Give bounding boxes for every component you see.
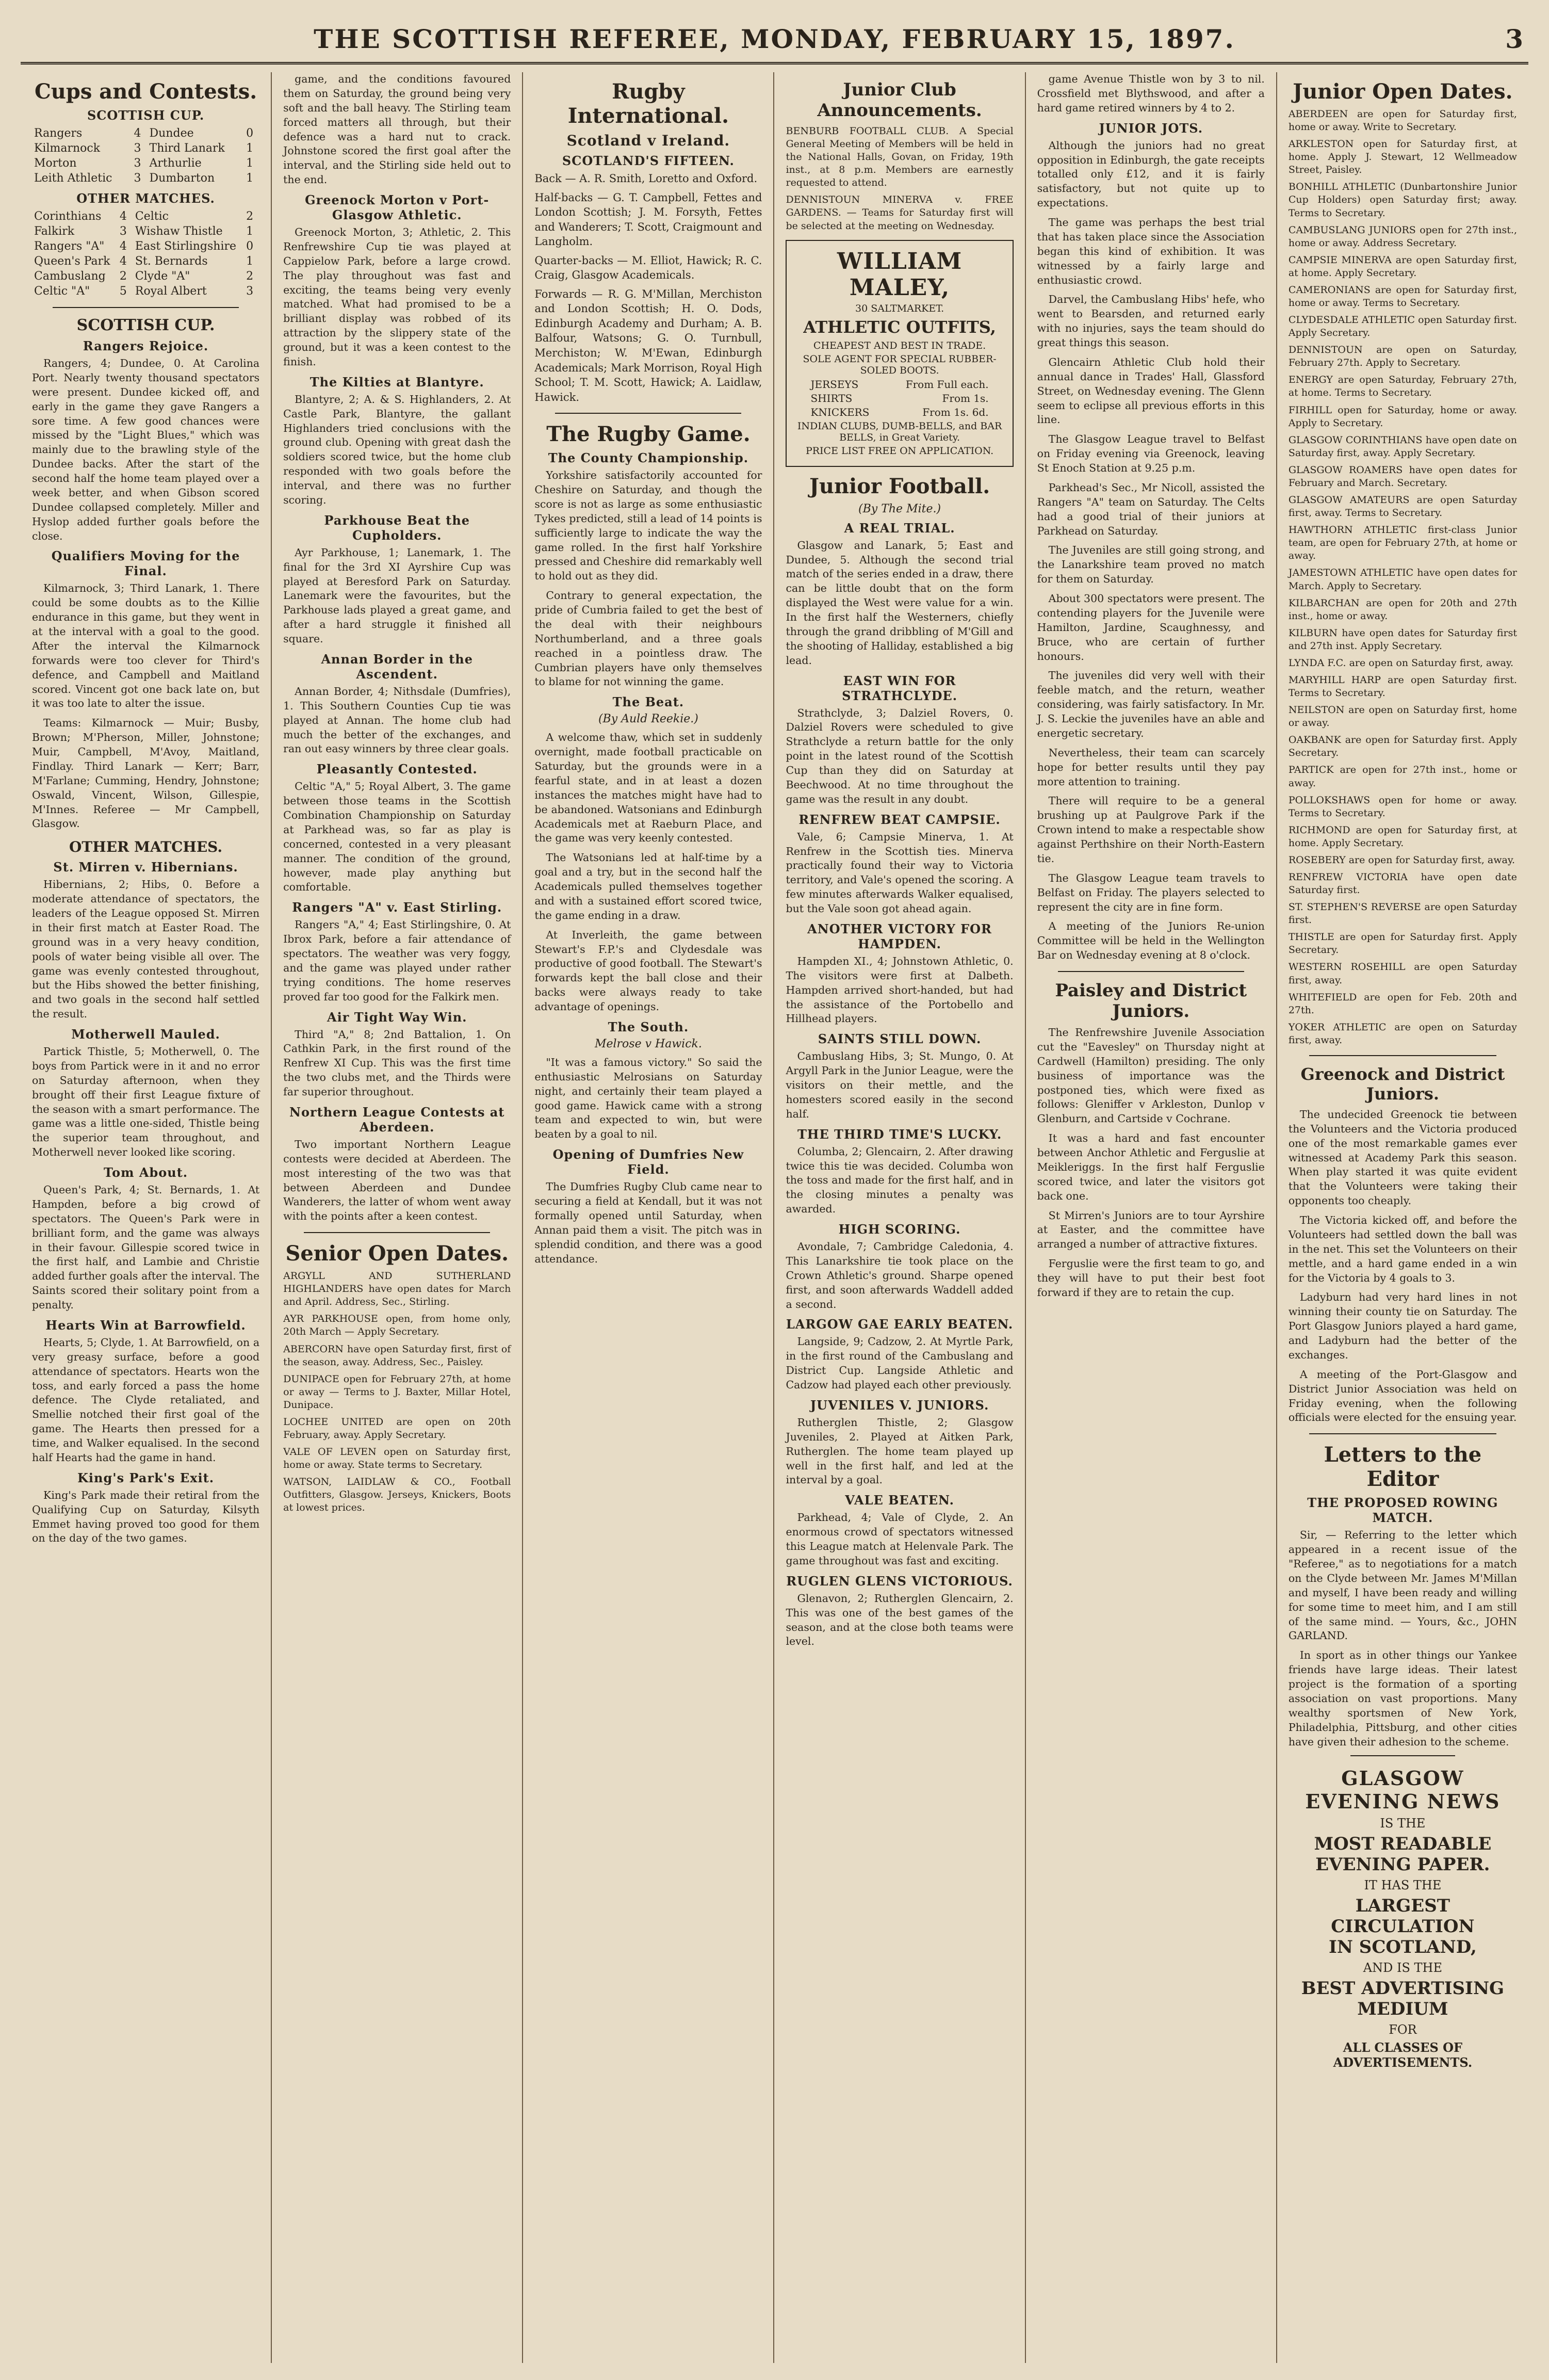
article-subheading: THE PROPOSED ROWING MATCH. bbox=[1307, 1495, 1498, 1526]
open-date-notice: JAMESTOWN ATHLETIC have open dates for March. Apply to Secretary. bbox=[1288, 567, 1517, 592]
away-score: 2 bbox=[246, 210, 254, 223]
result-row bbox=[32, 224, 259, 239]
article-subheading: Parkhouse Beat the Cupholders. bbox=[324, 512, 470, 543]
article-paragraph: Hampden XI., 4; Johnstown Athletic, 0. The visitors were first at Dalbeth. Hampden arrived short-handed, but had the assistance of the Portobello and Hillhead players. bbox=[786, 954, 1014, 1025]
article-paragraph: The juveniles did very well with their feeble match, and the return, weather considering, was fairly satisfactory. In Mr. J. S. Leckie the juveniles have an able and energetic secretary. bbox=[1037, 669, 1265, 739]
result-row bbox=[32, 239, 259, 254]
article-paragraph: The Glasgow League travel to Belfast on Friday evening via Greenock, leaving St Enoch Station at 9.25 p.m. bbox=[1037, 433, 1265, 474]
ad-line: ALL CLASSES OF ADVERTISEMENTS. bbox=[1333, 2040, 1473, 2070]
home-team: Kilmarnock bbox=[34, 142, 101, 155]
article-subheading: HIGH SCORING. bbox=[838, 1222, 961, 1237]
away-score: 1 bbox=[246, 172, 254, 185]
section-heading: Letters to the Editor bbox=[1324, 1443, 1482, 1492]
home-team: Morton bbox=[34, 157, 77, 170]
open-date-notice: YOKER ATHLETIC are open on Saturday first, away. bbox=[1288, 1021, 1517, 1046]
open-date-notice: ENERGY are open Saturday, February 27th, at home. Terms to Secretary. bbox=[1288, 374, 1517, 399]
article-paragraph: Contrary to general expectation, the pride of Cumbria failed to get the best of the deal with their neighbours Northumberland, and a three goals reached in a pointless draw. The Cumbrian players have only themselves to blame for not winning the game. bbox=[534, 589, 762, 688]
article-paragraph: Rangers, 4; Dundee, 0. At Carolina Port. Nearly twenty thousand spectators were present. Dundee kicked off, and early in the game they gave Rangers a sore time. A few good chances were missed by the "Light Blues," which was mainly due to the brawling style of the Dundee backs. After the start of the second half the home team played over a week better, and when Gibson scored Dundee collapsed completely. Miller and Hyslop added further goals before the close. bbox=[32, 357, 260, 542]
home-team: Falkirk bbox=[34, 225, 75, 238]
article-subheading: King's Park's Exit. bbox=[77, 1470, 215, 1485]
ad-line: MOST READABLE bbox=[1314, 1834, 1492, 1855]
home-score: 4 bbox=[119, 210, 127, 223]
divider bbox=[1309, 1433, 1496, 1434]
evening-news-advertisement bbox=[1289, 1767, 1517, 2070]
result-row bbox=[32, 269, 259, 284]
subheading: SCOTTISH CUP. bbox=[87, 108, 205, 123]
open-date-notice: NEILSTON are open on Saturday first, home or away. bbox=[1288, 704, 1517, 729]
results-table bbox=[32, 126, 259, 186]
article-paragraph: About 300 spectators were present. The contending players for the Juvenile were Hamilton, Jardine, Scaughnessy, and Bruce, who are certain of further honours. bbox=[1037, 592, 1265, 662]
team-list: Back — A. R. Smith, Loretto and Oxford. bbox=[534, 172, 758, 185]
article-paragraph: The Renfrewshire Juvenile Association cut the "Eavesley" on Thursday night at Cardwell (Hamilton) presiding. The only business of importance was the postponed ties, which were fixed as follows: Gleniffer v Arkleston, Dunlop v Glenburn, and Cartside v Cochrane. bbox=[1037, 1026, 1265, 1125]
article-subheading: JUVENILES V. JUNIORS. bbox=[810, 1397, 989, 1413]
away-score: 1 bbox=[246, 225, 254, 238]
section-heading: Cups and Contests. bbox=[34, 79, 257, 104]
article-paragraph: There will require to be a general brushing up at Paulgrove Park if the Crown intend to make a respectable show against Perthshire on their North-Eastern tie. bbox=[1037, 795, 1265, 865]
open-date-notice: THISTLE are open for Saturday first. Apply Secretary. bbox=[1288, 931, 1517, 956]
article-paragraph: Ayr Parkhouse, 1; Lanemark, 1. The final for the 3rd XI Ayrshire Cup was played at Beresford Park on Saturday. Lanemark were the favourites, but the Parkhouse lads played a great game, and after a hard struggle it finished all square. bbox=[283, 546, 511, 645]
result-row bbox=[32, 171, 259, 186]
article-subheading: LARGOW GAE EARLY BEATEN. bbox=[786, 1317, 1014, 1332]
article-paragraph: Partick Thistle, 5; Motherwell, 0. The boys from Partick were in it and no error on Saturday afternoon, when they brought off their first League fixture of the season with a smart performance. The game was a little one-sided, Thistle being the superior team throughout, and Motherwell never looked like scoring. bbox=[32, 1045, 260, 1159]
ad-item: KNICKERS bbox=[810, 406, 870, 418]
home-team: Rangers bbox=[34, 127, 83, 140]
article-subheading: Air Tight Way Win. bbox=[327, 1009, 467, 1025]
article-subheading: RENFREW BEAT CAMPSIE. bbox=[798, 812, 1001, 827]
article-subheading: A REAL TRIAL. bbox=[844, 520, 955, 536]
article-paragraph: Avondale, 7; Cambridge Caledonia, 4. This Lanarkshire tie took place on the Crown Athletic's ground. Sharpe opened first, and soon afterwards Waddell added a second. bbox=[786, 1240, 1014, 1310]
article-paragraph: Third "A," 8; 2nd Battalion, 1. On Cathkin Park, in the first round of the Renfrew XI Cup. This was the first time the two clubs met, and the Thirds were far superior throughout. bbox=[283, 1028, 511, 1098]
article-subheading: Motherwell Mauled. bbox=[71, 1027, 220, 1042]
column-1 bbox=[21, 72, 272, 2363]
article-paragraph: At Inverleith, the game between Stewart's F.P.'s and Clydesdale was productive of good football. The Stewart's forwards kept the ball close and their backs were always ready to take advantage of openings. bbox=[534, 928, 762, 1013]
away-score: 1 bbox=[246, 157, 254, 170]
open-date-notice: ST. STEPHEN'S REVERSE are open Saturday first. bbox=[1288, 901, 1517, 926]
article-paragraph: Strathclyde, 3; Dalziel Rovers, 0. Dalziel Rovers were scheduled to give Strathclyde a return battle for the only point in the latest round of the Scottish Cup than they did on Saturday at Beechwood. At no time throughout the game was the result in any doubt. bbox=[786, 706, 1014, 805]
article-subheading: ANOTHER VICTORY FOR HAMPDEN. bbox=[807, 921, 992, 951]
article-paragraph: Sir, — Referring to the letter which appeared in a recent issue of the "Referee," as to negotiations for a match on the Clyde between Mr. James M'Millan and myself, I have been ready and willing for some time to meet him, and I am still of the same mind. — Yours, &c., JOHN GARLAND. bbox=[1288, 1529, 1517, 1642]
article-paragraph: Parkhead's Sec., Mr Nicoll, assisted the Rangers "A" team on Saturday. The Celts had a good trial of their juniors at Parkhead on Saturday. bbox=[1037, 481, 1265, 537]
article-paragraph: Nevertheless, their team can scarcely hope for better results until they pay more attention to training. bbox=[1037, 746, 1265, 788]
away-score: 3 bbox=[246, 285, 254, 298]
article-paragraph: Cambuslang Hibs, 3; St. Mungo, 0. At Argyll Park in the Junior League, were the visitors on their mettle, and the homesters scored easily in the second half. bbox=[786, 1050, 1014, 1120]
ad-price: From 1s. 6d. bbox=[922, 406, 989, 418]
article-paragraph: Parkhead, 4; Vale of Clyde, 2. An enormous crowd of spectators witnessed this League match at Helenvale Park. The game throughout was fast and exciting. bbox=[786, 1511, 1014, 1567]
article-paragraph: Queen's Park, 4; St. Bernards, 1. At Hampden, before a big crowd of spectators. The Queen's Park were in brilliant form, and the game was always in their favour. Gillespie scored twice in the first half, and Lambie and Christie added further goals after the interval. The Saints scored their solitary point from a penalty. bbox=[32, 1184, 260, 1311]
open-date-notice: CAMBUSLANG JUNIORS open for 27th inst., home or away. Address Secretary. bbox=[1288, 224, 1517, 249]
article-paragraph: The Watsonians led at half-time by a goal and a try, but in the second half the Academicals pulled themselves together and with a sustained effort scored twice, the game ending in a draw. bbox=[534, 851, 762, 921]
open-date-notice: FIRHILL open for Saturday, home or away. Apply to Secretary. bbox=[1288, 404, 1517, 429]
article-paragraph: game Avenue Thistle won by 3 to nil. Crossfield met Blythswood, and after a hard game retired winners by 4 to 2. bbox=[1037, 73, 1265, 114]
open-date-notice: PARTICK are open for 27th inst., home or away. bbox=[1288, 764, 1517, 789]
result-row bbox=[32, 209, 259, 224]
away-team: Wishaw Thistle bbox=[135, 225, 223, 238]
article-subheading: Rangers "A" v. East Stirling. bbox=[292, 900, 502, 915]
article-paragraph: Ladyburn had very hard lines in not winning their county tie on Saturday. The Port Glasgow Juniors played a hard game, and Ladyburn had the better of the exchanges. bbox=[1288, 1291, 1517, 1361]
article-subheading: Tom About. bbox=[103, 1165, 188, 1180]
home-score: 2 bbox=[119, 270, 127, 283]
article-paragraph: Although the juniors had no great opposition in Edinburgh, the gate receipts totalled only £12, and it is fairly satisfactory, but not quite up to expectations. bbox=[1037, 139, 1265, 209]
open-dates-list bbox=[1289, 108, 1517, 1047]
divider bbox=[555, 413, 741, 414]
byline: Melrose v Hawick. bbox=[594, 1037, 702, 1050]
open-date-notice: OAKBANK are open for Saturday first. Apply Secretary. bbox=[1288, 734, 1517, 759]
article-paragraph: Yorkshire satisfactorily accounted for Cheshire on Saturday, and though the score is not as large as some enthusiastic Tykes predicted, still a lead of 14 points is sufficiently large to indicate the way the game rolled. In the first half Yorkshire pressed and Cheshire did remarkably well to hold out as they did. bbox=[534, 469, 762, 582]
article-subheading: The Kilties at Blantyre. bbox=[309, 374, 484, 390]
open-date-notice: LOCHEE UNITED are open on 20th February, away. Apply Secretary. bbox=[283, 1416, 511, 1440]
ad-price: From Full each. bbox=[905, 378, 989, 391]
article-heading: SCOTTISH CUP. bbox=[76, 316, 215, 334]
ad-line: FOR bbox=[1389, 2022, 1417, 2037]
section-heading: Rugby International. bbox=[567, 79, 729, 128]
team-list: Quarter-backs — M. Elliot, Hawick; R. C. Craig, Glasgow Academicals. bbox=[534, 254, 762, 282]
article-paragraph: Kilmarnock, 3; Third Lanark, 1. There could be some doubts as to the Killie endurance in this game, but they went in at the interval with a goal to the good. After the interval the Kilmarnock forwards were too clever for Third's defence, and Campbell and Maitland scored. Vincent got one back late on, but it was too late to alter the issue. bbox=[32, 582, 260, 710]
section-heading: Junior Football. bbox=[809, 474, 990, 498]
away-team: St. Bernards bbox=[135, 255, 208, 268]
subheading: OTHER MATCHES. bbox=[76, 191, 215, 206]
away-score: 0 bbox=[246, 127, 254, 140]
club-notice: BENBURB FOOTBALL CLUB. A Special General Meeting of Members will be held in the National Halls, Govan, on Friday, 19th inst., at 8 p.m. Members are earnestly requested to attend. bbox=[786, 125, 1014, 189]
open-date-notice: DENNISTOUN are open on Saturday, February 27th. Apply to Secretary. bbox=[1288, 344, 1517, 369]
divider bbox=[53, 307, 239, 308]
result-row bbox=[32, 126, 259, 141]
column-6 bbox=[1277, 72, 1528, 2363]
home-score: 5 bbox=[119, 285, 127, 298]
article-paragraph: "It was a famous victory." So said the enthusiastic Melrosians on Saturday night, and certainly their team played a good game. Hawick came with a strong team and expected to win, but were beaten by a goal to nil. bbox=[534, 1056, 762, 1141]
article-subheading: Pleasantly Contested. bbox=[316, 762, 478, 777]
away-team: Dundee bbox=[149, 127, 194, 140]
ad-line: AND IS THE bbox=[1363, 1961, 1443, 1976]
ad-price-row bbox=[810, 378, 988, 391]
divider bbox=[1350, 1755, 1455, 1756]
article-subheading: THE THIRD TIME'S LUCKY. bbox=[797, 1126, 1002, 1142]
away-team: East Stirlingshire bbox=[135, 240, 237, 253]
home-team: Corinthians bbox=[34, 210, 102, 223]
ad-text: PRICE LIST FREE ON APPLICATION. bbox=[805, 445, 994, 457]
club-notice: DENNISTOUN MINERVA v. FREE GARDENS. — Teams for Saturday first will be selected at the meeting on Wednesday. bbox=[786, 194, 1014, 232]
open-date-notice: ABERDEEN are open for Saturday first, home or away. Write to Secretary. bbox=[1288, 108, 1517, 133]
article-paragraph: St Mirren's Juniors are to tour Ayrshire at Easter, and the committee have arranged a number of attractive fixtures. bbox=[1037, 1209, 1265, 1251]
open-date-notice: ARKLESTON open for Saturday first, at home. Apply J. Stewart, 12 Wellmeadow Street, Paisley. bbox=[1288, 138, 1517, 176]
team-list: Half-backs — G. T. Campbell, Fettes and London Scottish; J. M. Forsyth, Fettes and Wanderers; T. Scott, Craigmount and Langholm. bbox=[534, 191, 762, 248]
ad-price: From 1s. bbox=[942, 392, 989, 404]
article-subheading: St. Mirren v. Hibernians. bbox=[53, 860, 238, 875]
article-paragraph: Teams: Kilmarnock — Muir; Busby, Brown; M'Pherson, Miller, Johnstone; Muir, Campbell, M'Avoy, Maitland, Findlay. Third Lanark — Kerr; Barr, M'Farlane; Cumming, Hendry, Johnstone; Oswald, Vincent, Wilson, Gillespie, M'Innes. Referee — Mr Campbell, Glasgow. bbox=[32, 717, 260, 830]
article-subheading: Greenock Morton v Port-Glasgow Athletic. bbox=[305, 192, 490, 222]
divider bbox=[1309, 1055, 1496, 1056]
ad-line: BEST ADVERTISING MEDIUM bbox=[1301, 1978, 1505, 2020]
article-paragraph: Vale, 6; Campsie Minerva, 1. At Renfrew in the Scottish ties. Minerva practically found their way to Victoria territory, and Vale's opened the scoring. A few minutes afterwards Walker equalised, but the Vale soon got ahead again. bbox=[786, 830, 1014, 915]
ad-text: CHEAPEST AND BEST IN TRADE. bbox=[813, 339, 986, 351]
home-score: 3 bbox=[134, 142, 141, 155]
away-team: Arthurlie bbox=[149, 157, 202, 170]
article-subheading: The County Championship. bbox=[548, 450, 749, 466]
article-paragraph: The game was perhaps the best trial that has taken place since the Association began this kind of exhibition. It was witnessed by a fairly large and enthusiastic crowd. bbox=[1037, 216, 1265, 286]
article-subheading: JUNIOR JOTS. bbox=[1099, 120, 1203, 136]
open-date-notice: LYNDA F.C. are open on Saturday first, away. bbox=[1288, 657, 1514, 669]
home-team: Queen's Park bbox=[34, 255, 110, 268]
columns bbox=[21, 72, 1528, 2363]
result-row bbox=[32, 254, 259, 269]
home-score: 3 bbox=[134, 172, 141, 185]
result-row bbox=[32, 284, 259, 299]
ad-price-list bbox=[795, 378, 1004, 418]
article-subheading: Annan Border in the Ascendent. bbox=[321, 651, 474, 682]
open-date-notice: CAMPSIE MINERVA are open Saturday first, at home. Apply Secretary. bbox=[1288, 254, 1517, 279]
home-team: Leith Athletic bbox=[34, 172, 112, 185]
ad-line: LARGEST CIRCULATION bbox=[1331, 1896, 1475, 1937]
section-heading: Paisley and District Juniors. bbox=[1055, 980, 1247, 1022]
away-team: Clyde "A" bbox=[135, 270, 190, 283]
article-subheading: The South. bbox=[608, 1019, 689, 1034]
column-5 bbox=[1026, 72, 1277, 2363]
article-paragraph: Blantyre, 2; A. & S. Highlanders, 2. At Castle Park, Blantyre, the gallant Highlanders tried conclusions with the ground club. Opening with great dash the soldiers scored twice, but the home club responded with two goals before the interval, and there was no further scoring. bbox=[283, 393, 511, 506]
open-date-notice: CAMERONIANS are open for Saturday first, home or away. Terms to Secretary. bbox=[1288, 284, 1517, 309]
ad-line: EVENING PAPER. bbox=[1315, 1854, 1490, 1875]
ad-price-row bbox=[810, 392, 988, 404]
article-paragraph: A welcome thaw, which set in suddenly overnight, made football practicable on Saturday, but the grounds were in a fearful state, and in at least a dozen instances the matches might have had to be abandoned. Watsonians and Edinburgh Academicals met at Raeburn Place, and the game was very keenly contested. bbox=[534, 731, 762, 845]
away-team: Celtic bbox=[135, 210, 169, 223]
open-date-notice: BONHILL ATHLETIC (Dunbartonshire Junior Cup Holders) open Saturday first; away. Terms to Secretary. bbox=[1288, 181, 1517, 219]
home-score: 3 bbox=[119, 225, 127, 238]
home-team: Cambuslang bbox=[34, 270, 106, 283]
open-date-notice: WATSON, LAIDLAW & CO., Football Outfitters, Glasgow. Jerseys, Knickers, Boots at lowest prices. bbox=[283, 1476, 511, 1514]
ad-headline: ATHLETIC OUTFITS, bbox=[803, 317, 996, 337]
section-heading: Junior Open Dates. bbox=[1293, 79, 1513, 104]
ad-price-row bbox=[810, 406, 988, 418]
open-date-notice: HAWTHORN ATHLETIC first-class Junior team, are open for February 27th, at home or away. bbox=[1288, 524, 1517, 562]
article-subheading: Rangers Rejoice. bbox=[83, 338, 209, 353]
home-team: Rangers "A" bbox=[34, 240, 105, 253]
article-paragraph: The Juveniles are still going strong, and the Lanarkshire team proved no match for them on Saturday. bbox=[1037, 544, 1265, 586]
open-date-notice: VALE OF LEVEN open on Saturday first, home or away. State terms to Secretary. bbox=[283, 1446, 511, 1471]
article-paragraph: The Victoria kicked off, and before the Volunteers had settled down the ball was in the net. This set the Volunteers on their mettle, and a hard game ended in a win for the Victoria by 4 goals to 3. bbox=[1288, 1214, 1517, 1284]
open-date-notice: RENFREW VICTORIA have open date Saturday first. bbox=[1288, 871, 1517, 896]
open-date-notice: GLASGOW CORINTHIANS have open date on Saturday first, away. Apply Secretary. bbox=[1288, 434, 1517, 459]
page-number: 3 bbox=[1505, 24, 1523, 54]
article-paragraph: The undecided Greenock tie between the Volunteers and the Victoria produced one of the most remarkable games ever witnessed at Academy Park this season. When play started it was quite evident that the Volunteers were taking their opponents too cheaply. bbox=[1288, 1108, 1517, 1207]
article-subheading: The Beat. bbox=[612, 694, 684, 710]
open-date-notice: KILBARCHAN are open for 20th and 27th inst., home or away. bbox=[1288, 597, 1517, 622]
article-subheading: Scotland v Ireland. bbox=[566, 132, 730, 149]
byline: (By The Mite.) bbox=[858, 502, 941, 515]
home-score: 4 bbox=[134, 127, 141, 140]
article-paragraph: Celtic "A," 5; Royal Albert, 3. The game between those teams in the Scottish Combination Championship on Saturday at Parkhead was, so far as play is concerned, contested in a very pleasant manner. The condition of the ground, however, made play anything but comfortable. bbox=[283, 780, 511, 894]
home-team: Celtic "A" bbox=[34, 285, 90, 298]
article-paragraph: Columba, 2; Glencairn, 2. After drawing twice this tie was decided. Columba won the toss and made for the first half, and in the closing minutes a penalty was awarded. bbox=[786, 1145, 1014, 1216]
section-heading: Senior Open Dates. bbox=[285, 1241, 509, 1266]
ad-item: SHIRTS bbox=[810, 392, 853, 404]
ad-name: WILLIAM MALEY, bbox=[837, 248, 963, 301]
article-paragraph: Ferguslie were the first team to go, and they will have to put their best foot forward if they are to retain the cup. bbox=[1037, 1257, 1265, 1299]
section-heading: Junior Club Announcements. bbox=[817, 79, 982, 121]
ad-line: GLASGOW EVENING NEWS bbox=[1305, 1767, 1501, 1814]
article-paragraph: A meeting of the Port-Glasgow and District Junior Association was held on Friday evening, when the following officials were elected for the ensuing year. bbox=[1288, 1368, 1517, 1424]
article-paragraph: The Glasgow League team travels to Belfast on Friday. The players selected to represent the city are in fine form. bbox=[1037, 871, 1265, 913]
article-subheading: SCOTLAND'S FIFTEEN. bbox=[562, 153, 735, 168]
section-heading: The Rugby Game. bbox=[546, 422, 751, 447]
article-subheading: Opening of Dumfries New Field. bbox=[552, 1147, 744, 1177]
article-subheading: Qualifiers Moving for the Final. bbox=[51, 548, 240, 579]
article-paragraph: Rangers "A," 4; East Stirlingshire, 0. At Ibrox Park, before a fair attendance of spectators. The weather was very foggy, and the game was played under rather trying conditions. The home reserves proved far too good for the Falkirk men. bbox=[283, 918, 511, 1003]
article-paragraph: Glasgow and Lanark, 5; East and Dundee, 5. Although the second trial match of the series ended in a draw, there can be little doubt that on the form displayed the West were value for a win. In the first half the Westerners, chiefly through the grand dribbling of M'Gill and the shooting of Halliday, established a big lead. bbox=[786, 539, 1014, 667]
away-team: Dumbarton bbox=[149, 172, 215, 185]
open-date-notice: GLASGOW ROAMERS have open dates for February and March. Secretary. bbox=[1288, 464, 1517, 489]
open-date-notice: CLYDESDALE ATHLETIC open Saturday first. Apply Secretary. bbox=[1288, 314, 1517, 339]
article-paragraph: King's Park made their retiral from the Qualifying Cup on Saturday, Kilsyth Emmet having proved too good for them on the day of the two games. bbox=[32, 1488, 260, 1545]
open-date-notice: ARGYLL AND SUTHERLAND HIGHLANDERS have open dates for March and April. Address, Sec., Stirling. bbox=[283, 1270, 511, 1308]
column-4 bbox=[774, 72, 1025, 2363]
column-3 bbox=[523, 72, 774, 2363]
away-team: Royal Albert bbox=[135, 285, 207, 298]
article-paragraph: Hearts, 5; Clyde, 1. At Barrowfield, on a very greasy surface, before a good attendance of spectators. Hearts won the toss, and early forced a pass the home defence. The Clyde retaliated, and Smellie notched their first goal of the game. The Hearts then pressed for a time, and Walker equalised. In the second half Hearts had the game in hand. bbox=[32, 1336, 260, 1464]
open-date-notice: RICHMOND are open for Saturday first, at home. Apply Secretary. bbox=[1288, 824, 1517, 849]
ad-line: IT HAS THE bbox=[1364, 1878, 1442, 1893]
home-score: 3 bbox=[134, 157, 141, 170]
away-score: 1 bbox=[246, 142, 254, 155]
article-subheading: Northern League Contests at Aberdeen. bbox=[289, 1104, 505, 1135]
open-date-notice: ABERCORN have open Saturday first, first of the season, away. Address, Sec., Paisley. bbox=[283, 1343, 511, 1368]
article-paragraph: It was a hard and fast encounter between Anchor Athletic and Ferguslie at Meikleriggs. In the first half Ferguslie scored twice, and later the visitors got back one. bbox=[1037, 1132, 1265, 1202]
results-table bbox=[32, 209, 259, 299]
open-date-notice: POLLOKSHAWS open for home or away. Terms to Secretary. bbox=[1288, 794, 1517, 819]
away-score: 1 bbox=[246, 255, 254, 268]
masthead bbox=[21, 21, 1528, 64]
open-dates-list bbox=[283, 1270, 511, 1514]
ad-text: INDIAN CLUBS, DUMB-BELLS, and BAR BELLS, in Great Variety. bbox=[797, 420, 1002, 443]
column-2 bbox=[272, 72, 523, 2363]
byline: (By Auld Reekie.) bbox=[598, 713, 698, 726]
article-paragraph: Langside, 9; Cadzow, 2. At Myrtle Park, in the first round of the Cambuslang and District Cup. Langside Athletic and Cadzow had played each other previously. bbox=[786, 1335, 1014, 1391]
open-date-notice: AYR PARKHOUSE open, from home only, 20th March — Apply Secretary. bbox=[283, 1313, 511, 1338]
home-score: 4 bbox=[119, 255, 127, 268]
article-paragraph: Two important Northern League contests were decided at Aberdeen. The most interesting of the two was that between Aberdeen and Dundee Wanderers, the latter of whom went away with the points after a keen contest. bbox=[283, 1138, 511, 1223]
away-score: 0 bbox=[246, 240, 254, 253]
divider bbox=[1058, 971, 1244, 972]
article-paragraph: In sport as in other things our Yankee friends have large ideas. Their latest project is the formation of a sporting association on vast proportions. Many wealthy sportsmen of New York, Philadelphia, Pittsburg, and other cities have given their adhesion to the scheme. bbox=[1288, 1649, 1517, 1748]
article-paragraph: A meeting of the Juniors Re-union Committee will be held in the Wellington Bar on Wednesday evening at 8 o'clock. bbox=[1037, 920, 1265, 962]
result-row bbox=[32, 156, 259, 171]
ad-text: SOLE AGENT FOR SPECIAL RUBBER-SOLED BOOTS. bbox=[803, 353, 997, 376]
article-paragraph: The Dumfries Rugby Club came near to securing a field at Kendall, but it was not formally opened until Saturday, when Annan paid them a visit. The pitch was in splendid condition, and there was a good attendance. bbox=[534, 1180, 762, 1265]
article-paragraph: Rutherglen Thistle, 2; Glasgow Juveniles, 2. Played at Aitken Park, Rutherglen. The home team played up well in the first half, and led at the interval by a goal. bbox=[786, 1416, 1014, 1486]
open-date-notice: DUNIPACE open for February 27th, at home or away — Terms to J. Baxter, Millar Hotel, Dunipace. bbox=[283, 1373, 511, 1411]
article-subheading: EAST WIN FOR STRATHCLYDE. bbox=[842, 673, 958, 703]
article-subheading: RUGLEN GLENS VICTORIOUS. bbox=[786, 1573, 1013, 1589]
article-paragraph: game, and the conditions favoured them on Saturday, the ground being very soft and the ball heavy. The Stirling team forced matters all through, but their defence was a hard nut to crack. Johnstone scored the first goal after the interval, and the Stirling side held out to the end. bbox=[283, 73, 511, 186]
team-list: Forwards — R. G. M'Millan, Merchiston and London Scottish; H. O. Dods, Edinburgh Academy and Durham; A. B. Balfour, Watsons; G. O. Turnbull, Merchiston; W. M'Ewan, Edinburgh Academicals; Mark Morrison, Royal High School; T. M. Scott, Hawick; A. Laidlaw, Hawick. bbox=[534, 287, 762, 403]
article-paragraph: Glencairn Athletic Club hold their annual dance in Trades' Hall, Glassford Street, on Wednesday evening. The Glenn seem to eclipse all previous efforts in this line. bbox=[1037, 355, 1265, 426]
away-team: Third Lanark bbox=[149, 142, 225, 155]
article-paragraph: Annan Border, 4; Nithsdale (Dumfries), 1. This Southern Counties Cup tie was played at Annan. The home club had much the better of the exchanges, and ran out easy winners by three clear goals. bbox=[283, 685, 511, 755]
open-date-notice: ROSEBERY are open for Saturday first, away. bbox=[1288, 854, 1515, 866]
article-subheading: Hearts Win at Barrowfield. bbox=[45, 1317, 246, 1333]
ad-line: IS THE bbox=[1380, 1816, 1426, 1831]
open-date-notice: WESTERN ROSEHILL are open Saturday first, away. bbox=[1288, 961, 1517, 986]
result-row bbox=[32, 141, 259, 156]
ad-item: JERSEYS bbox=[810, 378, 859, 391]
newspaper-title: THE SCOTTISH REFEREE, MONDAY, FEBRUARY 15, 1897. bbox=[314, 24, 1235, 54]
home-score: 4 bbox=[119, 240, 127, 253]
away-score: 2 bbox=[246, 270, 254, 283]
open-date-notice: KILBURN have open dates for Saturday first and 27th inst. Apply Secretary. bbox=[1288, 627, 1517, 652]
article-paragraph: Darvel, the Cambuslang Hibs' hefe, who went to Bearsden, and returned early with no injuries, says the team should do great things this season. bbox=[1037, 293, 1265, 349]
open-date-notice: GLASGOW AMATEURS are open Saturday first, away. Terms to Secretary. bbox=[1288, 494, 1517, 519]
article-heading: OTHER MATCHES. bbox=[69, 838, 223, 856]
maley-advertisement bbox=[786, 240, 1013, 467]
article-subheading: VALE BEATEN. bbox=[845, 1493, 954, 1508]
section-heading: Greenock and District Juniors. bbox=[1300, 1064, 1505, 1104]
open-date-notice: MARYHILL HARP are open Saturday first. Terms to Secretary. bbox=[1288, 674, 1517, 699]
ad-line: IN SCOTLAND, bbox=[1328, 1937, 1477, 1958]
article-paragraph: Glenavon, 2; Rutherglen Glencairn, 2. This was one of the best games of the season, and at the close both teams were level. bbox=[786, 1592, 1014, 1648]
article-paragraph: Greenock Morton, 3; Athletic, 2. This Renfrewshire Cup tie was played at Cappielow Park, before a large crowd. The play throughout was fast and exciting, the teams being very evenly matched. What had promised to be a brilliant display was robbed of its attraction by the slippery state of the ground, but it was a keen contest to the finish. bbox=[283, 226, 511, 368]
divider bbox=[304, 1232, 490, 1233]
ad-address: 30 SALTMARKET. bbox=[855, 302, 944, 314]
article-paragraph: Hibernians, 2; Hibs, 0. Before a moderate attendance of spectators, the leaders of the League opposed St. Mirren in their first match at Easter Road. The ground was in a very heavy condition, pools of water being visible all over. The game was evenly contested throughout, but the Hibs showed the better finishing, and two goals in the second half settled the result. bbox=[32, 878, 260, 1021]
open-date-notice: WHITEFIELD are open for Feb. 20th and 27th. bbox=[1288, 991, 1517, 1016]
article-subheading: SAINTS STILL DOWN. bbox=[818, 1031, 982, 1047]
